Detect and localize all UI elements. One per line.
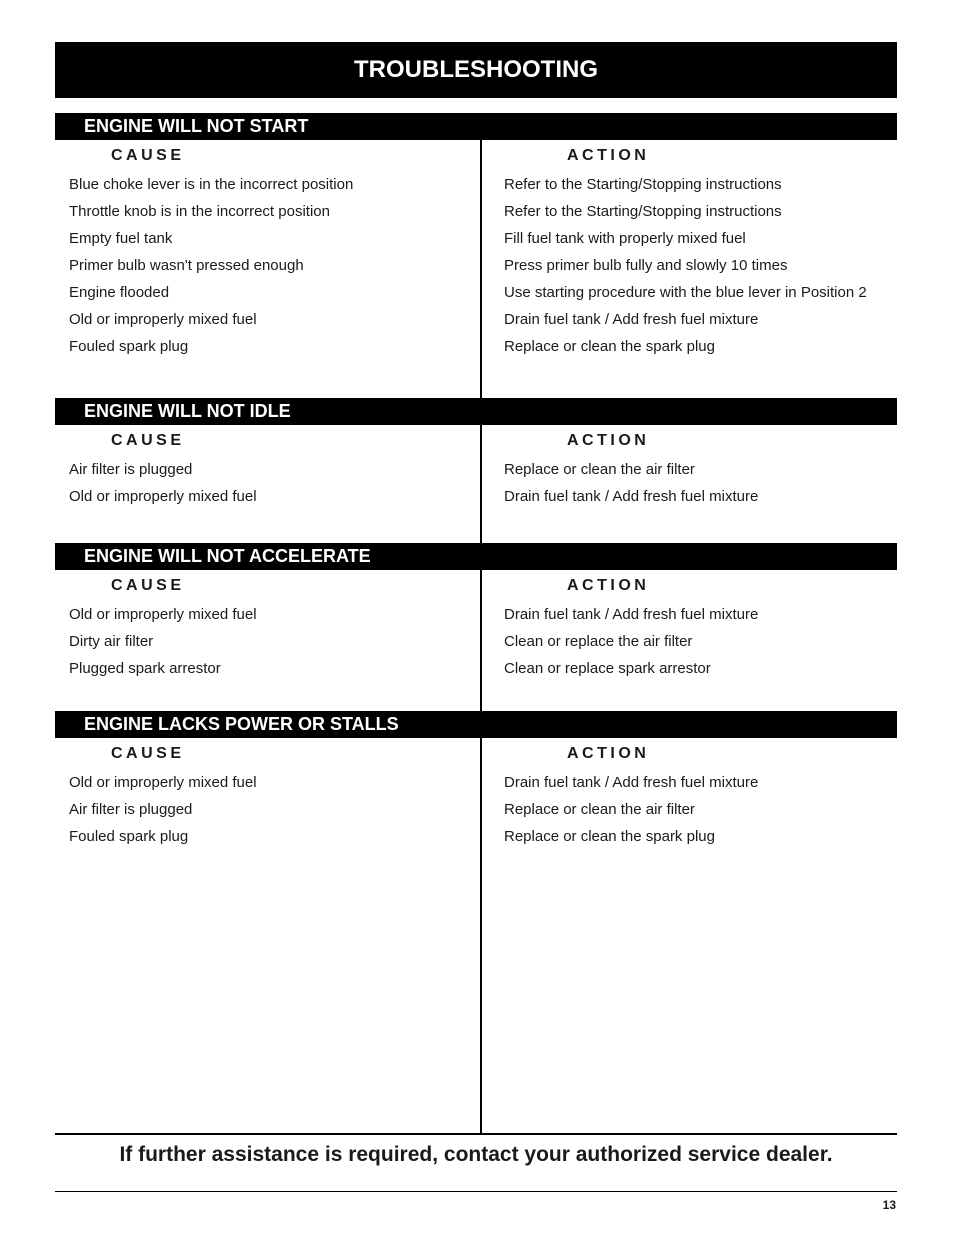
cause-column-heading: CAUSE [111, 577, 185, 594]
action-text: Clean or replace spark arrestor [504, 660, 711, 677]
action-text: Replace or clean the spark plug [504, 338, 715, 355]
cause-text: Air filter is plugged [69, 801, 193, 818]
action-text: Drain fuel tank / Add fresh fuel mixture [504, 488, 759, 505]
page-number: 13 [882, 1198, 896, 1212]
action-text: Press primer bulb fully and slowly 10 times [504, 257, 788, 274]
action-text: Drain fuel tank / Add fresh fuel mixture [504, 606, 759, 623]
cause-text: Old or improperly mixed fuel [69, 488, 257, 505]
cause-text: Empty fuel tank [69, 230, 173, 247]
action-column-heading: ACTION [567, 147, 650, 164]
cause-text: Throttle knob is in the incorrect position [69, 203, 330, 220]
action-text: Drain fuel tank / Add fresh fuel mixture [504, 774, 759, 791]
action-text: Drain fuel tank / Add fresh fuel mixture [504, 311, 759, 328]
cause-column-heading: CAUSE [111, 147, 185, 164]
cause-text: Old or improperly mixed fuel [69, 311, 257, 328]
assistance-message: If further assistance is required, contact your authorized service dealer. [119, 1143, 833, 1166]
cause-text: Primer bulb wasn't pressed enough [69, 257, 304, 274]
section-header-engine-will-not-idle: ENGINE WILL NOT IDLE [55, 398, 897, 425]
column-divider [480, 570, 482, 711]
action-text: Use starting procedure with the blue lever in Position 2 [504, 284, 867, 301]
cause-text: Dirty air filter [69, 633, 154, 650]
footer-rule [55, 1133, 897, 1135]
column-divider [480, 140, 482, 398]
cause-text: Fouled spark plug [69, 828, 189, 845]
cause-column-heading: CAUSE [111, 432, 185, 449]
action-column-heading: ACTION [567, 432, 650, 449]
action-text: Replace or clean the air filter [504, 801, 695, 818]
cause-text: Old or improperly mixed fuel [69, 774, 257, 791]
action-text: Fill fuel tank with properly mixed fuel [504, 230, 746, 247]
action-text: Clean or replace the air filter [504, 633, 693, 650]
page-title: TROUBLESHOOTING [55, 42, 897, 98]
section-header-engine-lacks-power-or-stalls: ENGINE LACKS POWER OR STALLS [55, 711, 897, 738]
action-column-heading: ACTION [567, 745, 650, 762]
cause-text: Old or improperly mixed fuel [69, 606, 257, 623]
column-divider [480, 425, 482, 543]
cause-text: Engine flooded [69, 284, 170, 301]
cause-text: Air filter is plugged [69, 461, 193, 478]
cause-text: Blue choke lever is in the incorrect position [69, 176, 354, 193]
cause-text: Fouled spark plug [69, 338, 189, 355]
bottom-rule [55, 1191, 897, 1192]
section-header-engine-will-not-accelerate: ENGINE WILL NOT ACCELERATE [55, 543, 897, 570]
action-text: Replace or clean the air filter [504, 461, 695, 478]
action-column-heading: ACTION [567, 577, 650, 594]
section-header-engine-will-not-start: ENGINE WILL NOT START [55, 113, 897, 140]
cause-text: Plugged spark arrestor [69, 660, 221, 677]
action-text: Refer to the Starting/Stopping instructions [504, 176, 782, 193]
cause-column-heading: CAUSE [111, 745, 185, 762]
column-divider [480, 738, 482, 1133]
action-text: Replace or clean the spark plug [504, 828, 715, 845]
action-text: Refer to the Starting/Stopping instructions [504, 203, 782, 220]
